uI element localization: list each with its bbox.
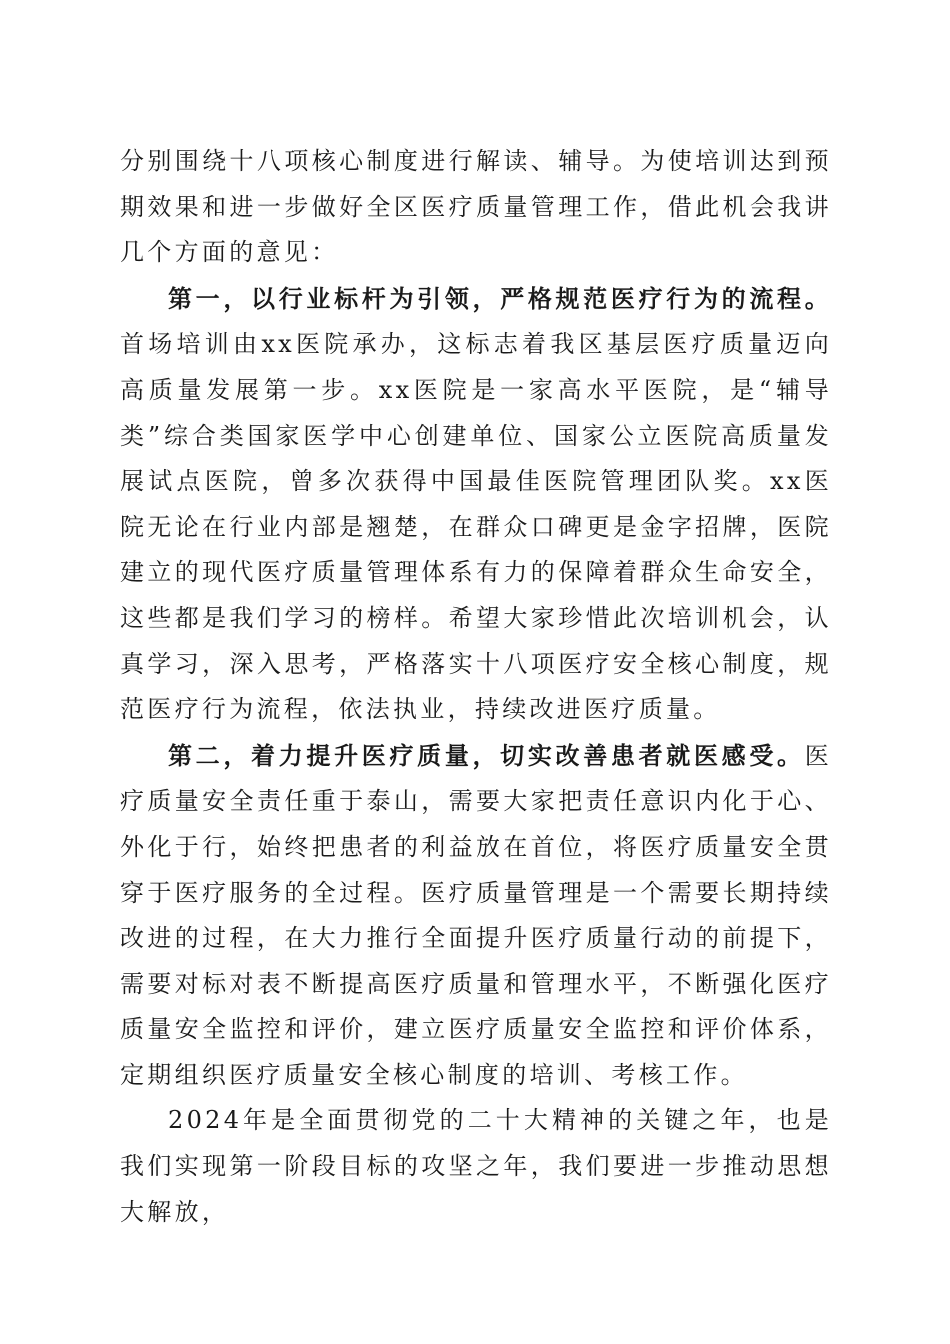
paragraph-intro — [120, 139, 832, 276]
paragraph-heading: 第二，着力提升医疗质量，切实改善患者就医感受。 — [168, 740, 805, 770]
paragraph-text: 2024年是全面贯彻党的二十大精神的关键之年，也是我们实现第一阶段目标的攻坚之年，我们要进一步推动思想大解放， — [120, 1106, 832, 1226]
paragraph-text: 分别围绕十八项核心制度进行解读、辅导。为使培训达到预期效果和进一步做好全区医疗质量管理工作，借此机会我讲几个方面的意见： — [120, 147, 832, 267]
paragraph-heading: 第一，以行业标杆为引领，严格规范医疗行为的流程。 — [168, 283, 832, 313]
paragraph-closing — [120, 1098, 832, 1235]
document-body — [120, 139, 832, 1235]
paragraph-text: 医疗质量安全责任重于泰山，需要大家把责任意识内化于心、外化于行，始终把患者的利益放在首位，将医疗质量安全贯穿于医疗服务的全过程。医疗质量管理是一个需要长期持续改进的过程，在大力推行全面提升医疗质量行动的前提下，需要对标对表不断提高医疗质量和管理水平，不断强化医疗质量安全监控和评价，建立医疗质量安全监控和评价体系，定期组织医疗质量安全核心制度的培训、考核工作。 — [120, 741, 832, 1089]
paragraph-text: 首场培训由xx医院承办，这标志着我区基层医疗质量迈向高质量发展第一步。xx医院是一家高水平医院，是“辅导类”综合类国家医学中心创建单位、国家公立医院高质量发展试点医院，曾多次获得中国最佳医院管理团队奖。xx医院无论在行业内部是翘楚，在群众口碑更是金字招牌，医院建立的现代医疗质量管理体系有力的保障着群众生命安全，这些都是我们学习的榜样。希望大家珍惜此次培训机会，认真学习，深入思考，严格落实十八项医疗安全核心制度，规范医疗行为流程，依法执业，持续改进医疗质量。 — [120, 330, 832, 724]
paragraph-first-point — [120, 276, 832, 733]
paragraph-second-point — [120, 733, 832, 1099]
